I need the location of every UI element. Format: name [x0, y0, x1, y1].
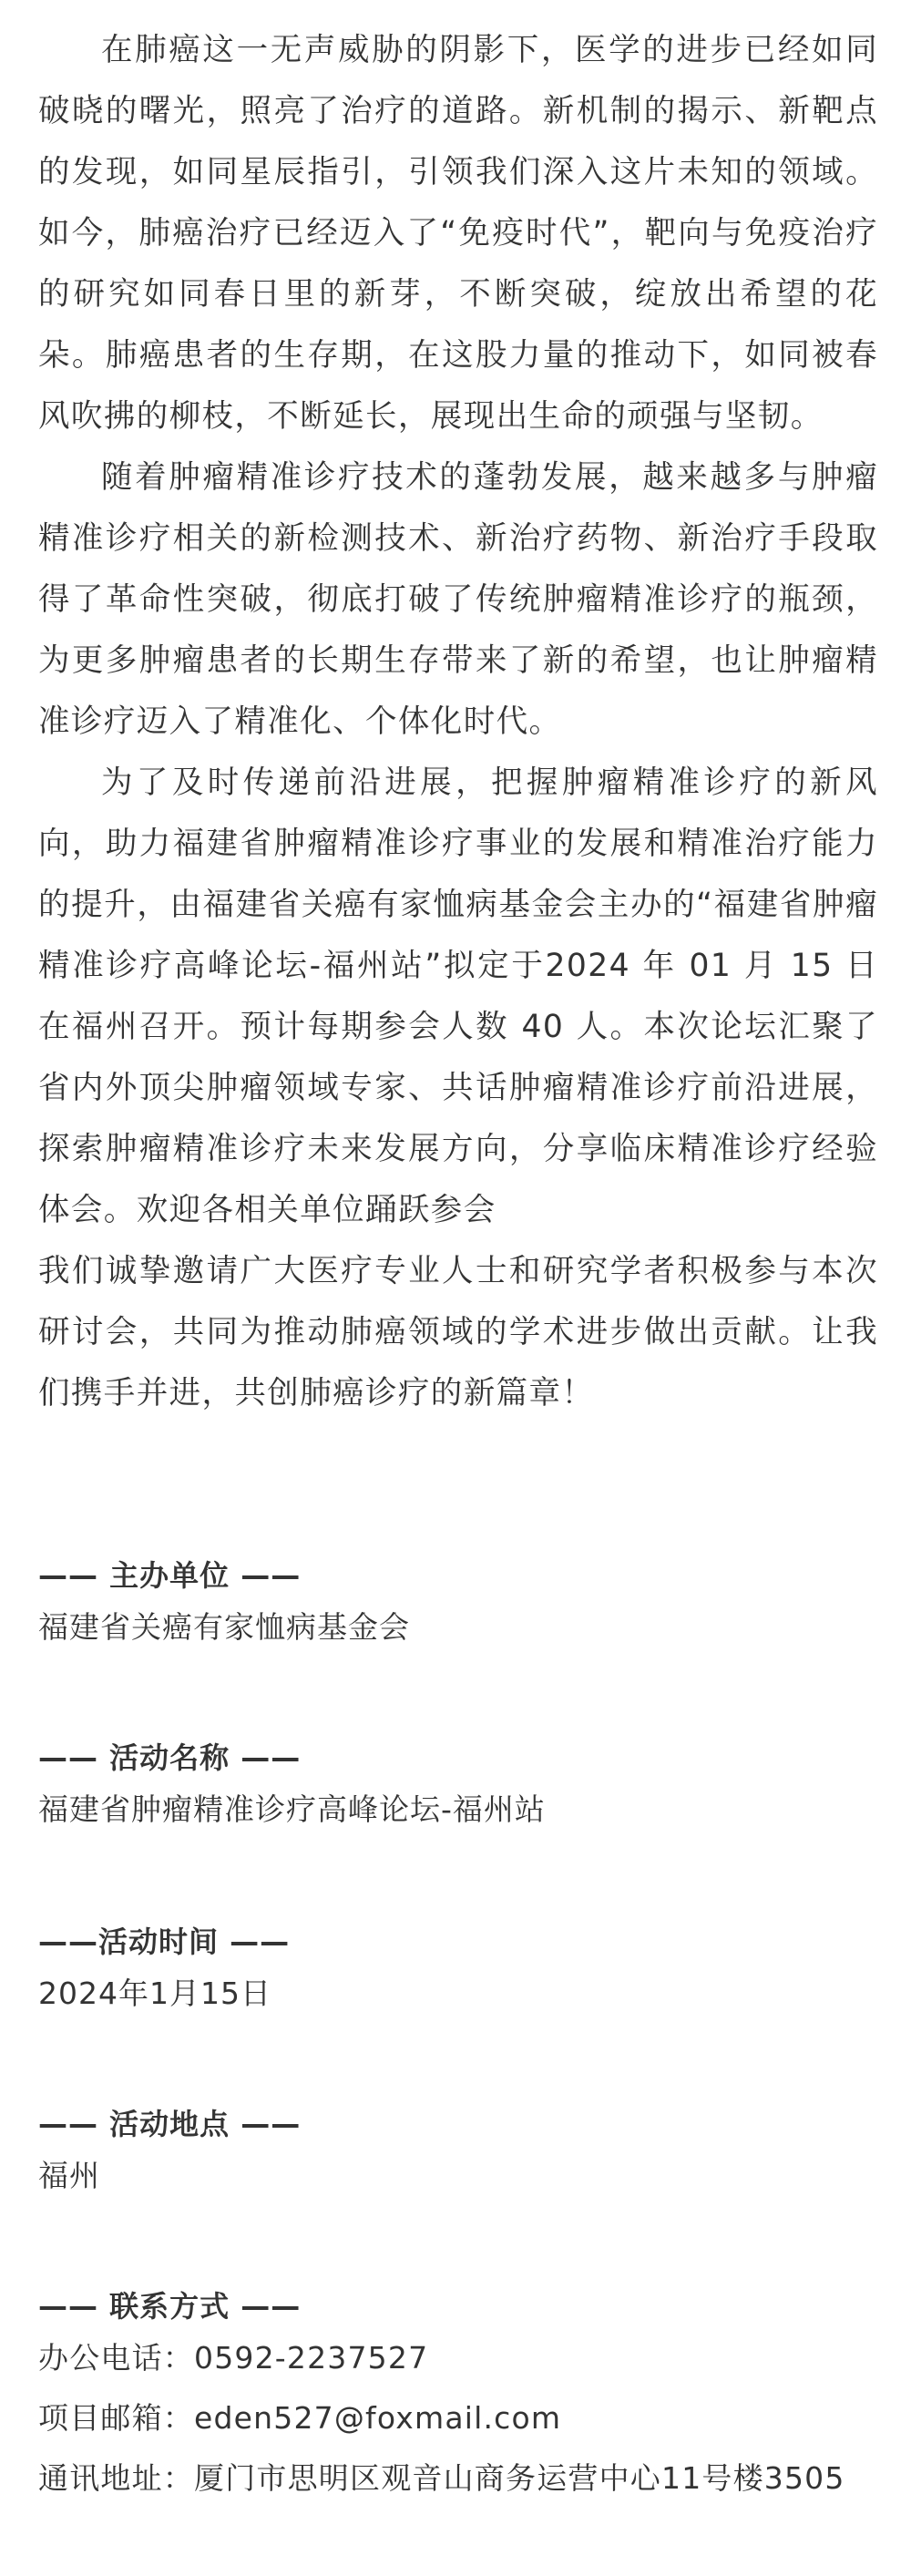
event-time-value: 2024年1月15日: [38, 1976, 271, 2011]
contact-section: [38, 2284, 878, 2509]
host-value: 福建省关癌有家恤病基金会: [38, 1609, 410, 1645]
invitation-paragraph: 我们诚挚邀请广大医疗专业人士和研究学者积极参与本次研讨会，共同为推动肺癌领域的学术进步做出贡献。让我们携手并进，共创肺癌诊疗的新篇章！: [38, 1253, 878, 1411]
host-section: [38, 1554, 878, 1657]
forum-description-paragraph: 为了及时传递前沿进展，把握肿瘤精准诊疗的新风向，助力福建省肿瘤精准诊疗事业的发展和精准治疗能力的提升，由福建省关癌有家恤病基金会主办的“福建省肿瘤精准诊疗高峰论坛-福州站”拟定于2024 年 01 月 15 日在福州召开。预计每期参会人数 40 人。本次论坛汇聚了省内外顶尖肿瘤领域专家、共话肿瘤精准诊疗前沿进展，探索肿瘤精准诊疗未来发展方向，分享临床精准诊疗经验体会。欢迎各相关单位踊跃参会: [38, 765, 878, 1228]
event-place-heading: —— 活动地点 ——: [38, 2107, 302, 2141]
contact-email: 项目邮箱：eden527@foxmail.com: [38, 2400, 562, 2436]
event-name-heading: —— 活动名称 ——: [38, 1740, 302, 1775]
event-place-section: [38, 2102, 878, 2206]
event-name-section: [38, 1736, 878, 1840]
event-time-section: [38, 1920, 878, 2024]
intro-paragraph: 在肺癌这一无声威胁的阴影下，医学的进步已经如同破晓的曙光，照亮了治疗的道路。新机制的揭示、新靶点的发现，如同星辰指引，引领我们深入这片未知的领域。如今，肺癌治疗已经迈入了“免疫时代”，靶向与免疫治疗的研究如同春日里的新芽，不断突破，绽放出希望的花朵。肺癌患者的生存期，在这股力量的推动下，如同被春风吹拂的柳枝，不断延长，展现出生命的顽强与坚韧。: [38, 32, 878, 435]
background-paragraph: 随着肿瘤精准诊疗技术的蓬勃发展，越来越多与肿瘤精准诊疗相关的新检测技术、新治疗药物、新治疗手段取得了革命性突破，彻底打破了传统肿瘤精准诊疗的瓶颈，为更多肿瘤患者的长期生存带来了新的希望，也让肿瘤精准诊疗迈入了精准化、个体化时代。: [38, 459, 878, 740]
event-time-heading: ——活动时间 ——: [38, 1924, 291, 1959]
host-heading: —— 主办单位 ——: [38, 1558, 302, 1593]
contact-heading: —— 联系方式 ——: [38, 2289, 302, 2324]
contact-address: 通讯地址：厦门市思明区观音山商务运营中心11号楼3505: [38, 2460, 845, 2496]
event-place-value: 福州: [38, 2158, 100, 2193]
event-name-value: 福建省肿瘤精准诊疗高峰论坛-福州站: [38, 1791, 546, 1827]
contact-phone: 办公电话：0592-2237527: [38, 2340, 429, 2376]
